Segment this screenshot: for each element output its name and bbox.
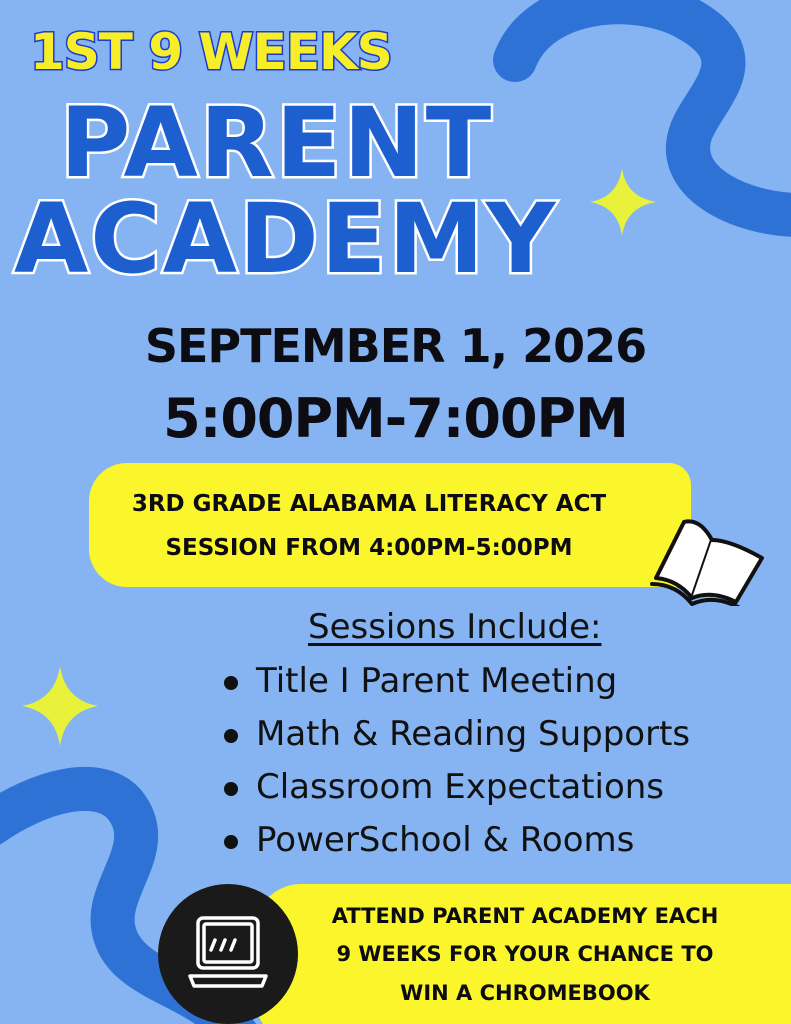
bullet-icon [224, 782, 238, 796]
list-item [224, 658, 690, 711]
chromebook-banner-line2: 9 WEEKS FOR YOUR CHANCE TO [336, 942, 714, 966]
list-item [224, 817, 690, 870]
bullet-icon [224, 835, 238, 849]
event-time: 5:00PM-7:00PM [163, 387, 628, 450]
subtitle-weeks: 1ST 9 WEEKS [30, 23, 392, 81]
list-item [224, 764, 690, 817]
chromebook-banner-line3: WIN A CHROMEBOOK [400, 981, 650, 1005]
laptop-badge [158, 884, 298, 1024]
event-date: SEPTEMBER 1, 2026 [144, 319, 647, 373]
literacy-banner [89, 463, 691, 587]
list-item-label: Title I Parent Meeting [256, 661, 618, 701]
laptop-icon [186, 914, 270, 992]
sessions-list [224, 658, 690, 870]
bullet-icon [224, 729, 238, 743]
chromebook-banner-line1: ATTEND PARENT ACADEMY EACH [331, 904, 719, 928]
title-parent: PARENT [60, 87, 494, 199]
sessions-title: Sessions Include: [308, 607, 602, 647]
list-item-label: PowerSchool & Rooms [256, 820, 635, 860]
open-book-icon [650, 510, 768, 606]
literacy-banner-line2: SESSION FROM 4:00PM-5:00PM [165, 535, 573, 561]
list-item-label: Classroom Expectations [256, 767, 665, 807]
literacy-banner-line1: 3RD GRADE ALABAMA LITERACY ACT [131, 491, 607, 517]
chromebook-banner [255, 884, 791, 1024]
bullet-icon [224, 676, 238, 690]
title-academy: ACADEMY [14, 183, 558, 295]
list-item [224, 711, 690, 764]
list-item-label: Math & Reading Supports [256, 714, 691, 754]
sparkle-top-right [590, 168, 656, 236]
sparkle-left [22, 666, 98, 746]
